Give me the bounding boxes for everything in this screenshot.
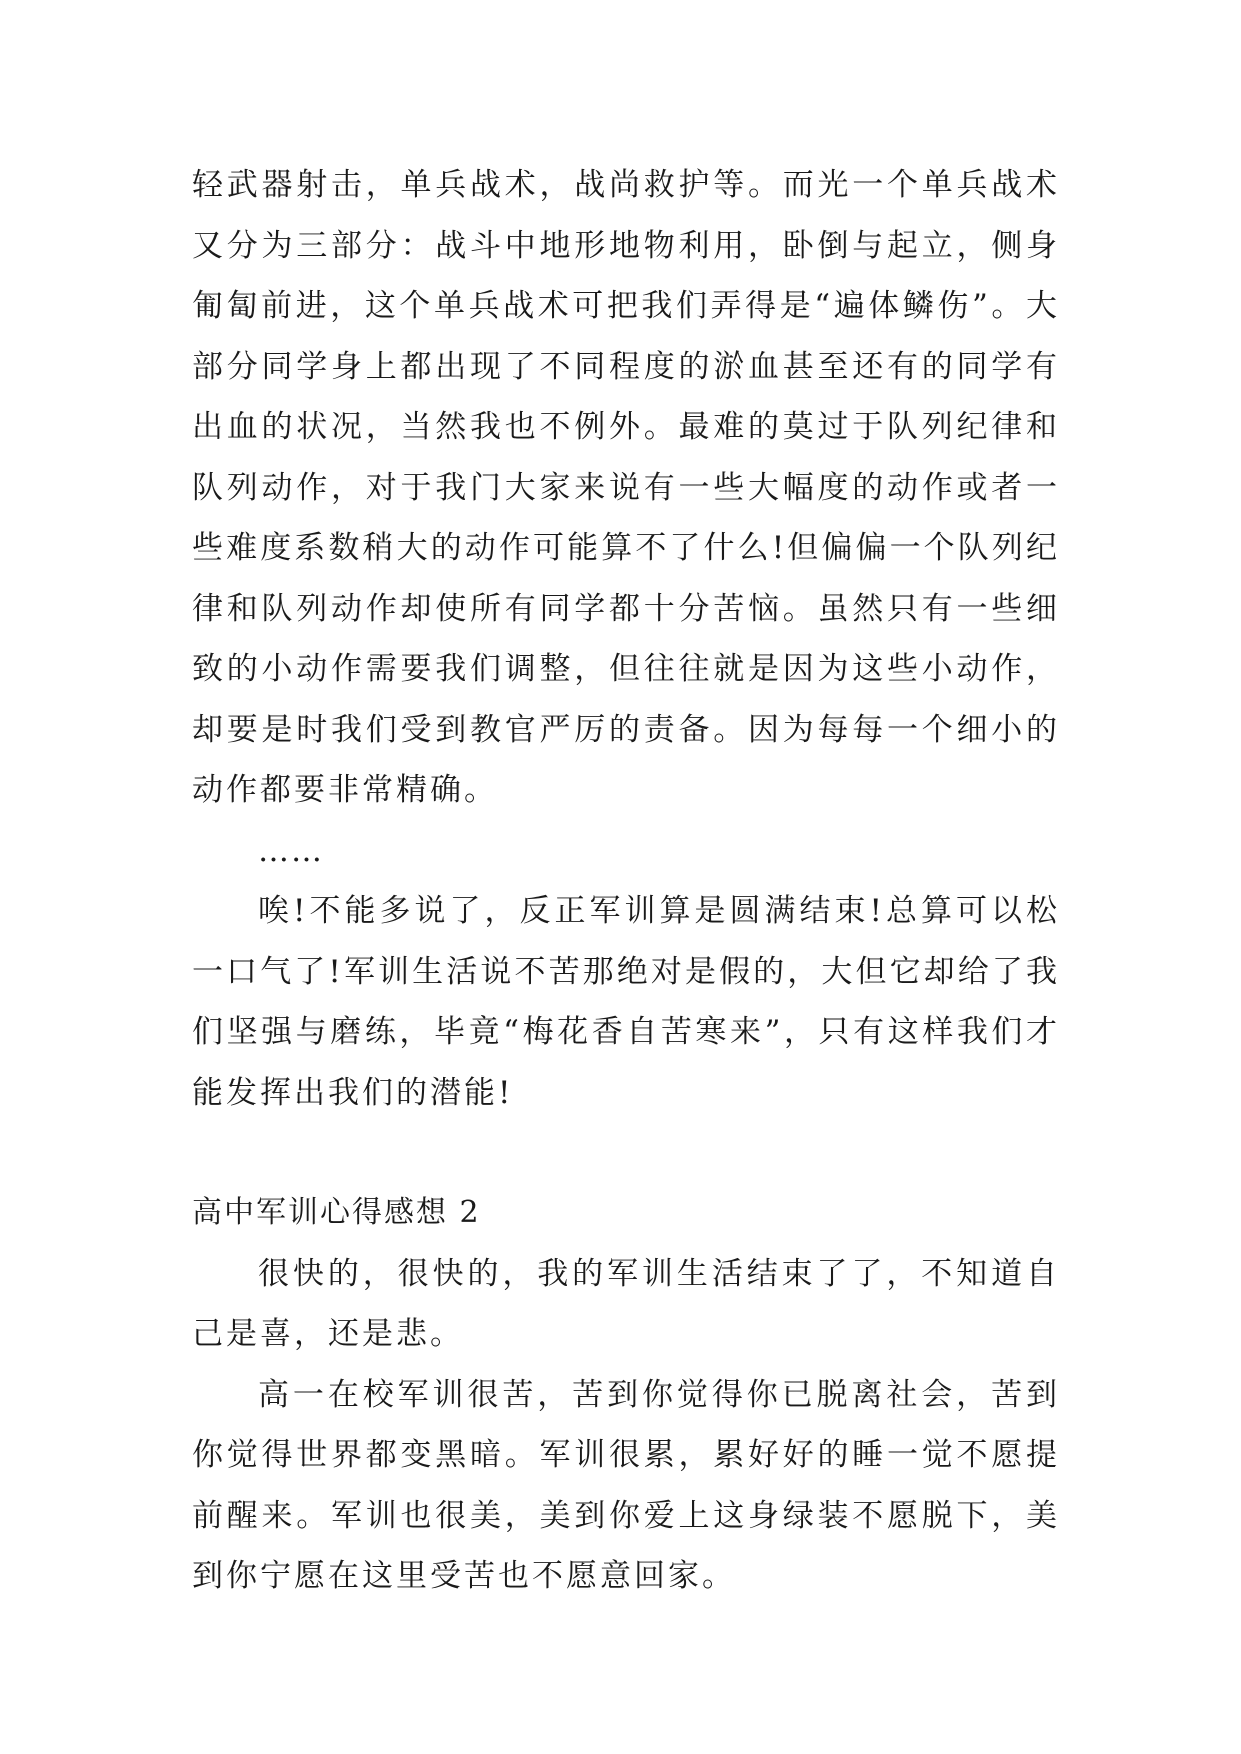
paragraph-continuation: 轻武器射击，单兵战术，战尚救护等。而光一个单兵战术又分为三部分：战斗中地形地物利用，卧倒与起立，侧身匍匐前进，这个单兵战术可把我们弄得是“遍体鳞伤”。大部分同学身上都出现了不同程度的淤血甚至还有的同学有出血的状况，当然我也不例外。最难的莫过于队列纪律和队列动作，对于我门大家来说有一些大幅度的动作或者一些难度系数稍大的动作可能算不了什么!但偏偏一个队列纪律和队列动作却使所有同学都十分苦恼。虽然只有一些细致的小动作需要我们调整，但往往就是因为这些小动作，却要是时我们受到教官严厉的责备。因为每每一个细小的动作都要非常精确。 [192,167,1060,808]
paragraph-intro: 很快的，很快的，我的军训生活结束了了，不知道自己是喜，还是悲。 [192,1255,1060,1352]
section-spacer [192,1123,1060,1183]
ellipsis: …… [258,832,324,869]
section-heading: 高中军训心得感想 2 [192,1195,481,1230]
paragraph-body: 高一在校军训很苦，苦到你觉得你已脱离社会，苦到你觉得世界都变黑暗。军训很累，累好好的睡一觉不愿提前醒来。军训也很美，美到你爱上这身绿装不愿脱下，美到你宁愿在这里受苦也不愿意回家。 [192,1376,1060,1594]
paragraph-conclusion: 唉!不能多说了，反正军训算是圆满结束!总算可以松一口气了!军训生活说不苦那绝对是假的，大但它却给了我们坚强与磨练，毕竟“梅花香自苦寒来”，只有这样我们才能发挥出我们的潜能! [192,893,1060,1111]
document-page [192,155,1060,1607]
